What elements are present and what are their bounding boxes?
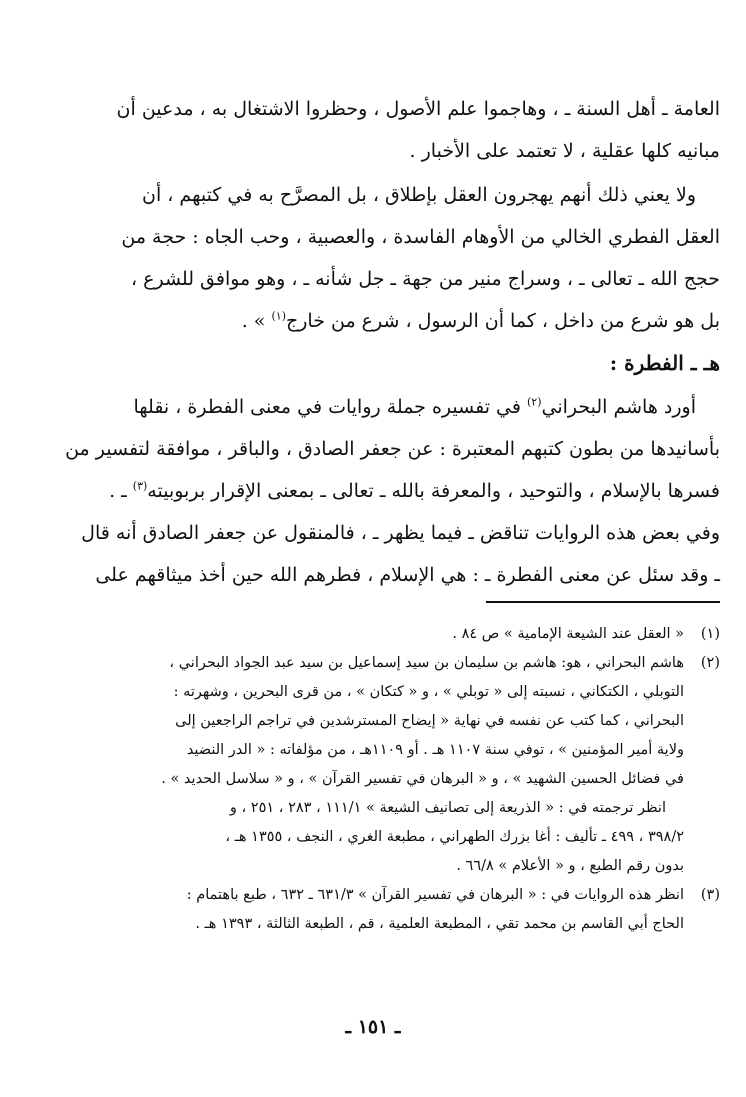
footnote-3 [72, 881, 720, 939]
footnote-text: الحاج أبي القاسم بن محمد تقي ، المطبعة العلمية ، قم ، الطبعة الثالثة ، ١٣٩٣ هـ . [195, 916, 684, 932]
text-line: العقل الفطري الخالي من الأوهام الفاسدة ، والعصبية ، وحب الجاه : حجة من [121, 226, 720, 248]
footnote-ref-3[interactable]: (٣) [132, 479, 148, 493]
text-line: حجج الله ـ تعالى ـ ، وسراج منير من جهة ـ جل شأنه ـ ، وهو موافق للشرع ، [130, 268, 720, 290]
footnote-text: انظر ترجمته في : « الذريعة إلى تصانيف الشيعة » ١١١/١ ، ٢٨٣ ، ٢٥١ ، و [229, 800, 666, 816]
footnote-number: (١) [700, 626, 720, 642]
paragraph-2 [60, 174, 720, 342]
footnote-ref-1[interactable]: (١) [271, 309, 286, 323]
page-number: ـ ١٥١ ـ [345, 1016, 401, 1038]
text-line: العامة ـ أهل السنة ـ ، وهاجموا علم الأصول ، وحظروا الاشتغال به ، مدعين أن [116, 98, 720, 120]
paragraph-1 [60, 88, 720, 172]
footnote-text: التوبلي ، الكتكاني ، نسبته إلى « توبلي » ، و « كتكان » ، من قرى البحرين ، وشهرته : [173, 684, 684, 700]
footnote-text: في فضائل الحسين الشهيد » ، و « البرهان في تفسير القرآن » ، و « سلاسل الحديد » . [161, 771, 684, 787]
text-line: بأسانيدها من بطون كتبهم المعتبرة : عن جعفر الصادق ، والباقر ، موافقة لتفسير من [65, 438, 720, 460]
text-fragment: أورد هاشم البحراني [541, 396, 696, 418]
text-fragment: فسرها بالإسلام ، والتوحيد ، والمعرفة بالله ـ تعالى ـ بمعنى الإقرار بربوبيته [147, 480, 720, 502]
footnote-1 [72, 620, 720, 649]
text-line: ـ وقد سئل عن معنى الفطرة ـ : هي الإسلام ، فطرهم الله حين أخذ ميثاقهم على [95, 564, 720, 586]
section-heading: هـ ـ الفطرة : [609, 351, 720, 375]
text-fragment: في تفسيره جملة روايات في معنى الفطرة ، نقلها [133, 396, 527, 418]
footnotes-section [72, 620, 720, 939]
footnote-text: هاشم البحراني ، هو: هاشم بن سليمان بن سيد إسماعيل بن سيد عبد الجواد البحراني ، [169, 655, 684, 671]
text-line: مبانيه كلها عقلية ، لا تعتمد على الأخبار . [409, 140, 720, 162]
paragraph-3 [60, 386, 720, 596]
footnote-ref-2[interactable]: (٢) [526, 395, 542, 409]
footnote-text: البحراني ، كما كتب عن نفسه في نهاية « إيضاح المسترشدين في تراجم الراجعين إلى [175, 713, 684, 729]
footnote-text: ٣٩٨/٢ ، ٤٩٩ ـ تأليف : أغا بزرك الطهراني ، مطبعة الغري ، النجف ، ١٣٥٥ هـ ، [225, 829, 684, 845]
footnote-number: (٢) [700, 655, 720, 671]
footnote-text: انظر هذه الروايات في : « البرهان في تفسير القرآن » ٦٣١/٣ ـ ٦٣٢ ، طبع باهتمام : [186, 887, 684, 903]
footnote-2 [72, 649, 720, 881]
footnote-divider [486, 601, 720, 603]
footnote-number: (٣) [700, 887, 720, 903]
text-line: بل هو شرع من داخل ، كما أن الرسول ، شرع من خارج [285, 310, 720, 332]
footnote-text: ولاية أمير المؤمنين » ، توفي سنة ١١٠٧ هـ . أو ١١٠٩هـ ، من مؤلفاته : « الدر النضيد [186, 742, 684, 758]
footnote-text: « العقل عند الشيعة الإمامية » ص ٨٤ . [452, 626, 684, 642]
footnote-text: بدون رقم الطبع ، و « الأعلام » ٦٦/٨ . [456, 858, 684, 874]
text-fragment: » . [241, 310, 272, 332]
text-fragment: ـ . [109, 480, 133, 502]
text-line: وفي بعض هذه الروايات تناقض ـ فيما يظهر ـ ، فالمنقول عن جعفر الصادق أنه قال [81, 522, 720, 544]
text-line: ولا يعني ذلك أنهم يهجرون العقل بإطلاق ، بل المصرَّح به في كتبهم ، أن [141, 184, 696, 206]
